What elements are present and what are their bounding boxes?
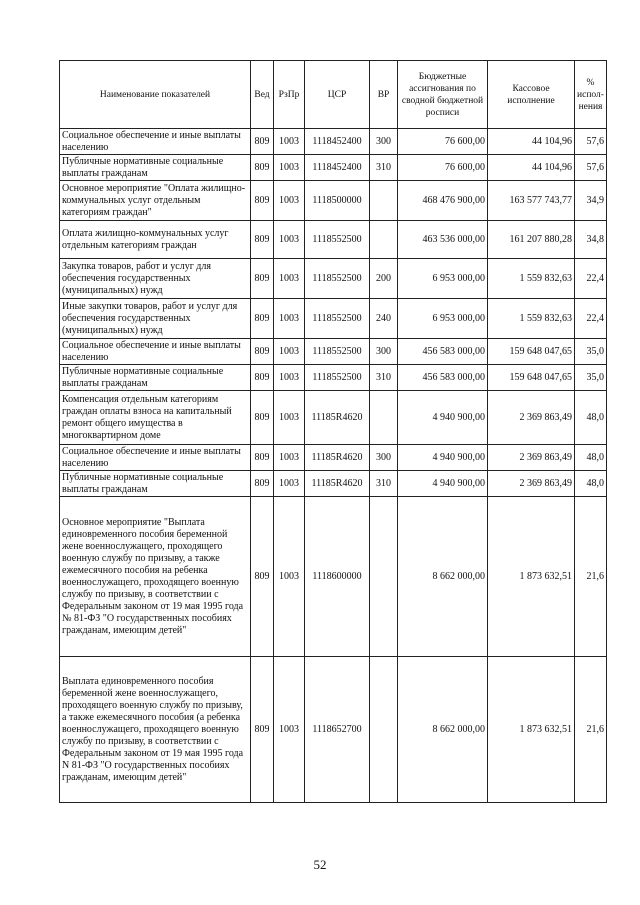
table-row (60, 129, 607, 155)
cell-pct: 35,0 (575, 339, 607, 365)
cell-ved: 809 (251, 445, 274, 471)
cell-ved: 809 (251, 259, 274, 299)
cell-ved: 809 (251, 339, 274, 365)
cell-csr: 1118452400 (305, 129, 370, 155)
cell-cash: 2 369 863,49 (488, 471, 575, 497)
cell-pct: 22,4 (575, 259, 607, 299)
cell-budget: 6 953 000,00 (398, 259, 488, 299)
cell-cash: 1 873 632,51 (488, 497, 575, 657)
cell-name: Выплата единовременного пособия беременной жене военнослужащего, проходящего военную службу по призыву, а также ежемесячного пособия (а ребенка военнослужащего, проходящего военную службу по призыву, в соответствии с Федеральным законом от 19 мая 1995 года N 81-ФЗ "О государственных пособиях гражданам, имеющим детей" (60, 657, 251, 803)
cell-pct: 48,0 (575, 471, 607, 497)
cell-pct: 57,6 (575, 155, 607, 181)
cell-rzpr: 1003 (274, 299, 305, 339)
cell-vr: 240 (370, 299, 398, 339)
cell-rzpr: 1003 (274, 129, 305, 155)
table-row (60, 299, 607, 339)
cell-rzpr: 1003 (274, 391, 305, 445)
cell-vr: 310 (370, 155, 398, 181)
cell-pct: 21,6 (575, 657, 607, 803)
cell-vr: 310 (370, 365, 398, 391)
cell-cash: 1 559 832,63 (488, 259, 575, 299)
table-row (60, 391, 607, 445)
cell-rzpr: 1003 (274, 339, 305, 365)
cell-csr: 1118552500 (305, 299, 370, 339)
cell-pct: 34,9 (575, 181, 607, 221)
cell-name: Иные закупки товаров, работ и услуг для обеспечения государственных (муниципальных) нужд (60, 299, 251, 339)
cell-vr: 300 (370, 445, 398, 471)
cell-pct: 34,8 (575, 221, 607, 259)
cell-name: Социальное обеспечение и иные выплаты населению (60, 445, 251, 471)
cell-csr: 1118600000 (305, 497, 370, 657)
cell-csr: 1118452400 (305, 155, 370, 181)
cell-csr: 11185R4620 (305, 391, 370, 445)
col-header-cash: Кассовое исполнение (488, 61, 575, 129)
cell-budget: 456 583 000,00 (398, 365, 488, 391)
cell-cash: 44 104,96 (488, 129, 575, 155)
cell-pct: 48,0 (575, 445, 607, 471)
cell-ved: 809 (251, 657, 274, 803)
table-row (60, 259, 607, 299)
cell-name: Компенсация отдельным категориям граждан оплаты взноса на капитальный ремонт общего имущества в многоквартирном доме (60, 391, 251, 445)
cell-name: Основное мероприятие "Выплата единовременного пособия беременной жене военнослужащего, проходящего военную службу по призыву, а также ежемесячного пособия на ребенка военнослужащего, проходящего военную службу по призыву, в соответствии с Федеральным законом от 19 мая 1995 года № 81-ФЗ "О государственных пособиях гражданам, имеющим детей" (60, 497, 251, 657)
cell-name: Публичные нормативные социальные выплаты гражданам (60, 365, 251, 391)
col-header-rzpr: РзПр (274, 61, 305, 129)
cell-cash: 163 577 743,77 (488, 181, 575, 221)
cell-vr (370, 221, 398, 259)
table-row (60, 339, 607, 365)
cell-ved: 809 (251, 497, 274, 657)
cell-name: Социальное обеспечение и иные выплаты населению (60, 129, 251, 155)
cell-pct: 22,4 (575, 299, 607, 339)
cell-rzpr: 1003 (274, 155, 305, 181)
cell-budget: 8 662 000,00 (398, 497, 488, 657)
cell-budget: 463 536 000,00 (398, 221, 488, 259)
cell-csr: 11185R4620 (305, 471, 370, 497)
col-header-vr: ВР (370, 61, 398, 129)
table-row (60, 471, 607, 497)
cell-budget: 456 583 000,00 (398, 339, 488, 365)
cell-budget: 4 940 900,00 (398, 445, 488, 471)
col-header-budget: Бюджетные ассигнования по сводной бюджетной росписи (398, 61, 488, 129)
cell-name: Публичные нормативные социальные выплаты гражданам (60, 471, 251, 497)
cell-rzpr: 1003 (274, 259, 305, 299)
cell-budget: 76 600,00 (398, 129, 488, 155)
cell-pct: 35,0 (575, 365, 607, 391)
cell-pct: 48,0 (575, 391, 607, 445)
cell-cash: 1 873 632,51 (488, 657, 575, 803)
cell-vr: 300 (370, 129, 398, 155)
col-header-csr: ЦСР (305, 61, 370, 129)
table-row (60, 155, 607, 181)
cell-cash: 2 369 863,49 (488, 391, 575, 445)
cell-cash: 2 369 863,49 (488, 445, 575, 471)
cell-rzpr: 1003 (274, 445, 305, 471)
cell-ved: 809 (251, 471, 274, 497)
cell-rzpr: 1003 (274, 657, 305, 803)
header-row (60, 61, 607, 129)
cell-csr: 1118552500 (305, 259, 370, 299)
cell-budget: 468 476 900,00 (398, 181, 488, 221)
cell-cash: 159 648 047,65 (488, 365, 575, 391)
table-row (60, 365, 607, 391)
cell-name: Основное мероприятие "Оплата жилищно-коммунальных услуг отдельным категориям граждан" (60, 181, 251, 221)
col-header-ved: Вед (251, 61, 274, 129)
col-header-name: Наименование показателей (60, 61, 251, 129)
cell-rzpr: 1003 (274, 365, 305, 391)
cell-rzpr: 1003 (274, 221, 305, 259)
cell-ved: 809 (251, 391, 274, 445)
cell-vr (370, 497, 398, 657)
cell-rzpr: 1003 (274, 471, 305, 497)
cell-csr: 1118552500 (305, 365, 370, 391)
cell-csr: 1118552500 (305, 221, 370, 259)
cell-ved: 809 (251, 221, 274, 259)
cell-csr: 1118652700 (305, 657, 370, 803)
cell-csr: 1118500000 (305, 181, 370, 221)
table-row (60, 445, 607, 471)
cell-cash: 44 104,96 (488, 155, 575, 181)
cell-vr (370, 391, 398, 445)
cell-name: Публичные нормативные социальные выплаты гражданам (60, 155, 251, 181)
cell-ved: 809 (251, 155, 274, 181)
budget-execution-table (59, 60, 607, 803)
cell-budget: 4 940 900,00 (398, 471, 488, 497)
cell-csr: 1118552500 (305, 339, 370, 365)
table-row (60, 221, 607, 259)
cell-cash: 161 207 880,28 (488, 221, 575, 259)
cell-ved: 809 (251, 181, 274, 221)
cell-budget: 6 953 000,00 (398, 299, 488, 339)
cell-pct: 21,6 (575, 497, 607, 657)
cell-vr: 200 (370, 259, 398, 299)
table-row (60, 497, 607, 657)
cell-vr (370, 181, 398, 221)
cell-ved: 809 (251, 365, 274, 391)
col-header-pct: % испол-нения (575, 61, 607, 129)
cell-vr: 310 (370, 471, 398, 497)
cell-csr: 11185R4620 (305, 445, 370, 471)
cell-name: Оплата жилищно-коммунальных услуг отдельным категориям граждан (60, 221, 251, 259)
cell-budget: 76 600,00 (398, 155, 488, 181)
cell-budget: 4 940 900,00 (398, 391, 488, 445)
cell-vr: 300 (370, 339, 398, 365)
table-row (60, 657, 607, 803)
cell-cash: 159 648 047,65 (488, 339, 575, 365)
cell-ved: 809 (251, 299, 274, 339)
cell-pct: 57,6 (575, 129, 607, 155)
cell-name: Закупка товаров, работ и услуг для обеспечения государственных (муниципальных) нужд (60, 259, 251, 299)
cell-budget: 8 662 000,00 (398, 657, 488, 803)
page-number: 52 (313, 857, 327, 872)
cell-name: Социальное обеспечение и иные выплаты населению (60, 339, 251, 365)
table-row (60, 181, 607, 221)
cell-cash: 1 559 832,63 (488, 299, 575, 339)
cell-ved: 809 (251, 129, 274, 155)
cell-vr (370, 657, 398, 803)
cell-rzpr: 1003 (274, 497, 305, 657)
cell-rzpr: 1003 (274, 181, 305, 221)
